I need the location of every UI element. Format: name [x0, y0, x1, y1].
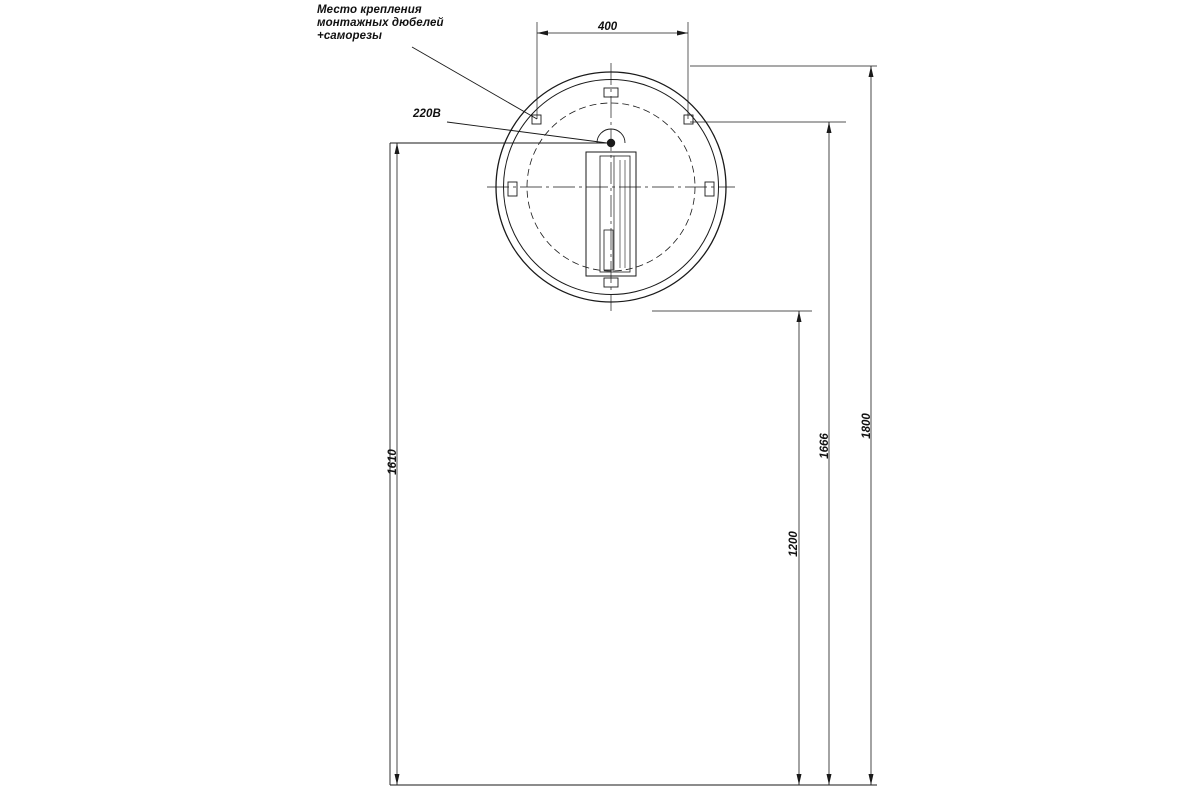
dim-400-arrow-right: [677, 31, 688, 36]
leader-power-note: [447, 122, 607, 143]
dim-1800-arrow-bottom: [869, 774, 874, 785]
mounting-bracket-upper-left: [532, 115, 541, 124]
dim-1610-arrow-bottom: [395, 774, 400, 785]
power-note-220v: 220В: [413, 108, 441, 120]
dim-1666-arrow-bottom: [827, 774, 832, 785]
mounting-note-line-1: Место крепления: [317, 4, 422, 16]
dim-1610-arrow-top: [395, 143, 400, 154]
dim-1666-arrow-top: [827, 122, 832, 133]
mounting-note-line-2: монтажных дюбелей: [317, 17, 444, 29]
dim-label-1666: 1666: [819, 433, 831, 459]
dim-1200-arrow-top: [797, 311, 802, 322]
mounting-note-line-3: +саморезы: [317, 30, 383, 42]
dim-label-1800: 1800: [861, 413, 873, 439]
mounting-bracket-left: [508, 182, 517, 196]
module-connector: [604, 230, 613, 270]
dim-label-400: 400: [598, 21, 618, 33]
dim-label-1200: 1200: [788, 531, 800, 557]
mounting-bracket-right: [705, 182, 714, 196]
dim-1200-arrow-bottom: [797, 774, 802, 785]
dim-1800-arrow-top: [869, 66, 874, 77]
dim-label-1610: 1610: [387, 449, 399, 475]
module-inner-box: [600, 156, 630, 272]
dim-400-arrow-left: [537, 31, 548, 36]
